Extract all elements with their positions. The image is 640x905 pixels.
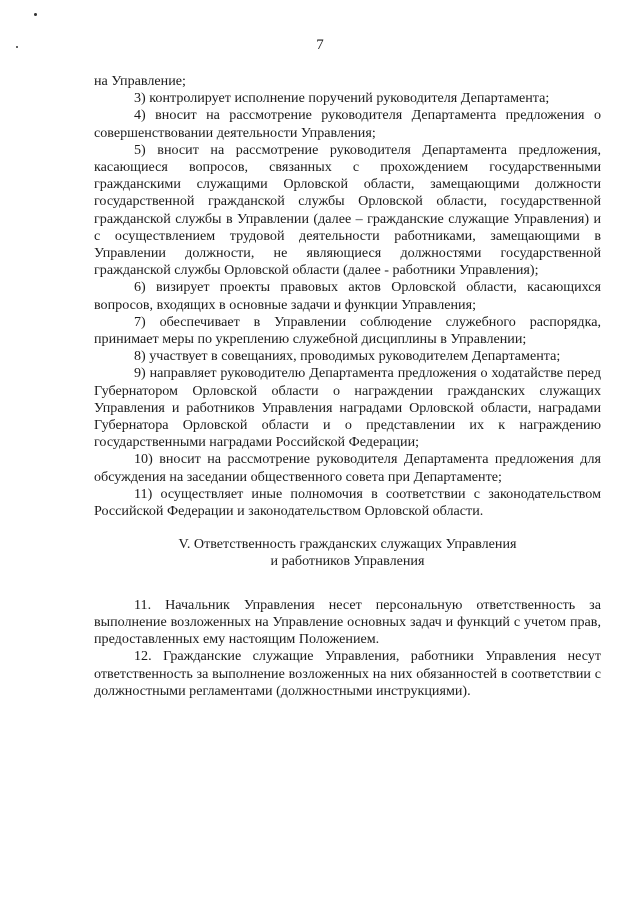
list-item: 10) вносит на рассмотрение руководителя Департамента предложения для обсуждения на заседании общественного совета при Департаменте; bbox=[94, 451, 601, 485]
section-title-line: V. Ответственность гражданских служащих Управления bbox=[178, 536, 517, 553]
paragraph: 12. Гражданские служащие Управления, работники Управления несут ответственность за выполнение возложенных на них обязанностей в соответствии с должностными регламентами (должностными инструкциями). bbox=[94, 648, 601, 699]
section-title bbox=[94, 536, 601, 570]
list-item: 3) контролирует исполнение поручений руководителя Департамента; bbox=[134, 90, 550, 107]
scan-dot-mark bbox=[34, 13, 37, 16]
list-item: 6) визирует проекты правовых актов Орловской области, касающихся вопросов, входящих в основные задачи и функции Управления; bbox=[94, 279, 601, 313]
list-item: 8) участвует в совещаниях, проводимых руководителем Департамента; bbox=[134, 348, 561, 365]
document-body bbox=[94, 73, 601, 700]
list-item: 9) направляет руководителю Департамента предложения о ходатайстве перед Губернатором Орловской области о награждении гражданских служащих Управления и работников Управления наградами Орловской области, наградами Губернатора Орловской области и о представлении их к награждению государственными наградами Российской Федерации; bbox=[94, 365, 601, 451]
continuation-line: на Управление; bbox=[94, 73, 186, 89]
paragraph: 11. Начальник Управления несет персональную ответственность за выполнение возложенных на Управление основных задач и функций с учетом прав, предоставленных ему настоящим Положением. bbox=[94, 596, 601, 648]
list-item: 5) вносит на рассмотрение руководителя Департамента предложения, касающиеся вопросов, связанных с прохождением государственными гражданскими служащими Орловской области, замещающими должности государственной гражданской службы Орловской области, государственной гражданской службы в Управлении (далее – гражданские служащие Управления) и с осуществлением трудовой деятельности работниками, замещающими в Управлении должности, не являющиеся должностями государственной гражданской службы Орловской области (далее - работники Управления); bbox=[94, 141, 601, 279]
page-number: 7 bbox=[316, 37, 324, 53]
list-item: 11) осуществляет иные полномочия в соответствии с законодательством Российской Федерации и законодательством Орловской области. bbox=[94, 485, 601, 520]
list-item: 7) обеспечивает в Управлении соблюдение служебного распорядка, принимает меры по укреплению служебной дисциплины в Управлении; bbox=[94, 313, 601, 348]
list-item: 4) вносит на рассмотрение руководителя Департамента предложения о совершенствовании деятельности Управления; bbox=[94, 107, 601, 141]
section-title-line: и работников Управления bbox=[270, 553, 425, 570]
